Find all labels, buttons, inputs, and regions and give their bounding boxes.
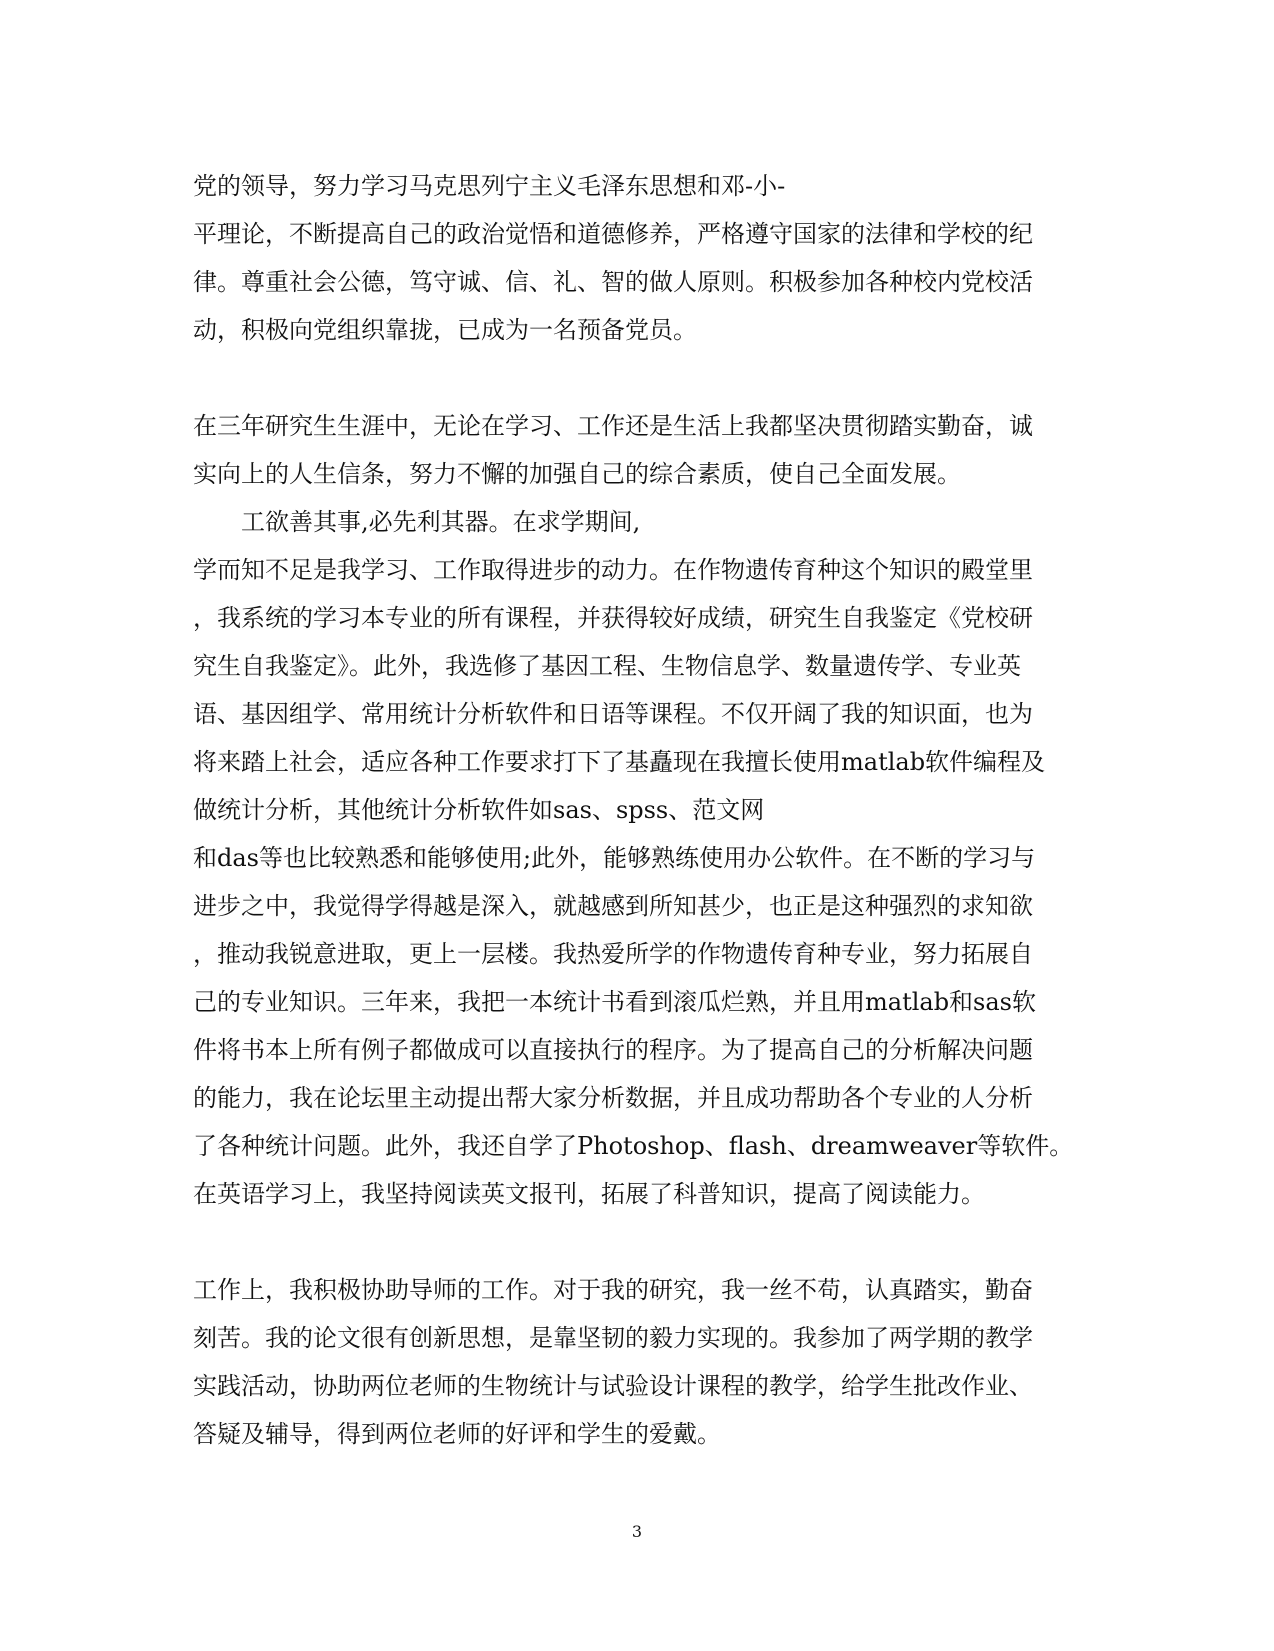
text-line: 和das等也比较熟悉和能够使用;此外，能够熟练使用办公软件。在不断的学习与 [193,844,1036,872]
page-number: 3 [631,1522,643,1541]
text-line: 进步之中，我觉得学得越是深入，就越感到所知甚少，也正是这种强烈的求知欲 [193,892,1033,920]
text-line: ，推动我锐意进取，更上一层楼。我热爱所学的作物遗传育种专业，努力拓展自 [193,940,1033,968]
text-line: 答疑及辅导，得到两位老师的好评和学生的爱戴。 [193,1420,721,1448]
text-line: 实践活动，协助两位老师的生物统计与试验设计课程的教学，给学生批改作业、 [193,1372,1033,1400]
text-line: 在英语学习上，我坚持阅读英文报刊，拓展了科普知识，提高了阅读能力。 [193,1180,985,1208]
text-line: 的能力，我在论坛里主动提出帮大家分析数据，并且成功帮助各个专业的人分析 [193,1084,1033,1112]
text-line: ，我系统的学习本专业的所有课程，并获得较好成绩，研究生自我鉴定《党校研 [193,604,1033,632]
text-line: 学而知不足是我学习、工作取得进步的动力。在作物遗传育种这个知识的殿堂里 [193,556,1033,584]
text-line: 刻苦。我的论文很有创新思想，是靠坚韧的毅力实现的。我参加了两学期的教学 [193,1324,1033,1352]
text-line: 实向上的人生信条，努力不懈的加强自己的综合素质，使自己全面发展。 [193,460,961,488]
text-line: 动，积极向党组织靠拢，已成为一名预备党员。 [193,316,697,344]
body-text [193,162,1073,1458]
paragraph-party-study [193,162,1073,354]
text-line: 己的专业知识。三年来，我把一本统计书看到滚瓜烂熟，并且用matlab和sas软 [193,988,1036,1016]
text-line: 究生自我鉴定》。此外，我选修了基因工程、生物信息学、数量遗传学、专业英 [193,652,1021,680]
text-line: 做统计分析，其他统计分析软件如sas、spss、范文网 [193,796,765,824]
paragraph-graduate-career [193,402,1073,498]
text-line: 工作上，我积极协助导师的工作。对于我的研究，我一丝不苟，认真踏实，勤奋 [193,1276,1033,1304]
text-line: 党的领导，努力学习马克思列宁主义毛泽东思想和邓-小- [193,172,786,200]
text-line: 件将书本上所有例子都做成可以直接执行的程序。为了提高自己的分析解决问题 [193,1036,1033,1064]
paragraph-spacer [193,354,1073,402]
paragraph-study [193,498,1073,1218]
text-line: 律。尊重社会公德，笃守诚、信、礼、智的做人原则。积极参加各种校内党校活 [193,268,1033,296]
text-line: 工欲善其事,必先利其器。在求学期间, [241,508,641,536]
text-line: 平理论，不断提高自己的政治觉悟和道德修养，严格遵守国家的法律和学校的纪 [193,220,1033,248]
text-line: 将来踏上社会，适应各种工作要求打下了基矗现在我擅长使用matlab软件编程及 [193,748,1046,776]
paragraph-spacer [193,1218,1073,1266]
text-line: 在三年研究生生涯中，无论在学习、工作还是生活上我都坚决贯彻踏实勤奋，诚 [193,412,1033,440]
paragraph-work [193,1266,1073,1458]
text-line: 语、基因组学、常用统计分析软件和日语等课程。不仅开阔了我的知识面，也为 [193,700,1033,728]
text-line: 了各种统计问题。此外，我还自学了Photoshop、flash、dreamweaver等软件。 [193,1132,1074,1160]
